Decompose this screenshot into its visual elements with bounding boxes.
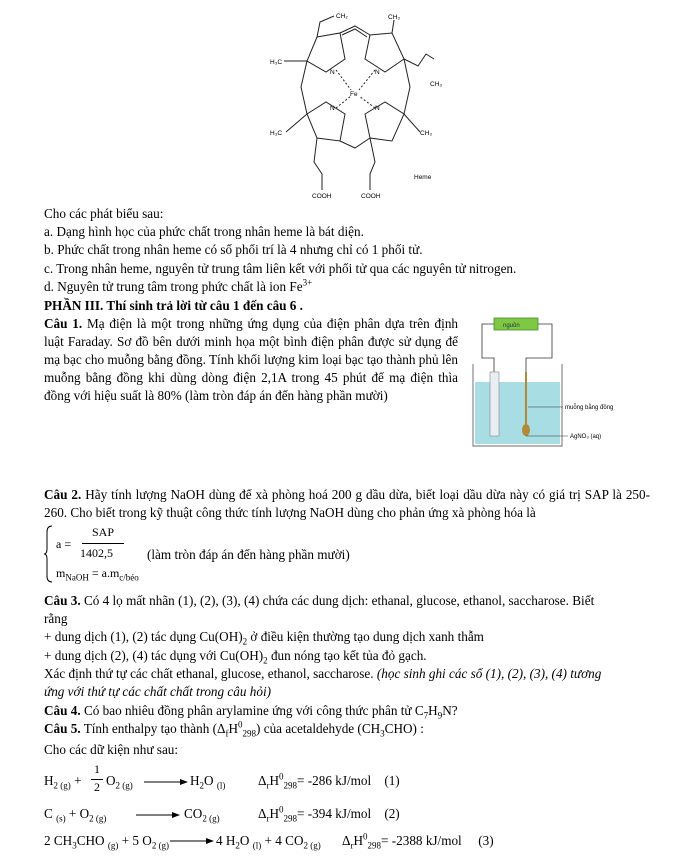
formula-brace [44, 524, 54, 584]
fe-charge: 3+ [302, 277, 313, 288]
heme-h3c-label-lower: H₃C [270, 130, 283, 137]
spoon-label: muỗng bằng đồng [565, 405, 614, 411]
reaction-2-enthalpy: $\Delta_rH^0_{298}= -394$ kJ/mol (2) [258, 804, 400, 824]
c-subscript: 7 [423, 710, 429, 721]
reaction-1-number: (1) [384, 773, 400, 788]
heme-h3c-label-left: H₃C [270, 59, 283, 66]
statement-c: c. Trong nhân heme, nguyên tử trung tâm liên kết với phối tử qua các nguyên tử nitrogen. [44, 261, 517, 276]
formula-a: a = [56, 537, 72, 551]
question-3-line2: rằng [44, 611, 68, 626]
heme-ch2-label: CH₂ [336, 13, 348, 20]
reaction-2-number: (2) [384, 806, 400, 821]
question-3-label: Câu 3. [44, 593, 81, 608]
heme-cooh-label-left: COOH [312, 193, 332, 200]
heme-n-label-3: N [330, 105, 335, 112]
question-5 [44, 720, 424, 737]
h-symbol: H [428, 703, 438, 718]
m-subscript: NaOH [65, 572, 89, 583]
question-5-text-b: ) của acetaldehyde (CH [256, 721, 381, 736]
bullet1-b: ở điều kiện thường tạo dung dịch xanh thẫm [247, 629, 484, 644]
reaction-3-number: (3) [478, 833, 494, 848]
pyrrole-ring-top-right [365, 33, 404, 72]
enthalpy-symbol: $\Delta_fH^0_{298}$ [217, 719, 257, 739]
question-5-text-a: Tính enthalpy tạo thành ( [83, 721, 218, 736]
formula-numerator: SAP [91, 525, 114, 539]
question-1-text: Mạ điện là một trong những ứng dụng của điện phân dựa trên định luật Faraday. Sơ đồ bên dưới minh họa một bình điện phân được sử dụng để mạ bạc cho muỗng bằng đồng. Tính khối lượng kim loại bạc tạo thành phủ lên muỗng bằng đồng khi dùng dòng điện 2,1A trong 45 phút để mạ điện thìa đồng với hiệu suất là 80% (làm tròn đáp án đến hàng phần mười) [44, 316, 459, 403]
reaction-2-product: $CO_{2 (g)}$ [184, 806, 220, 824]
sap-formula [44, 524, 444, 586]
reaction-3-enthalpy: $\Delta_rH^0_{298}= -2388$ kJ/mol (3) [342, 831, 494, 851]
solution-label: AgNO₃ (aq) [570, 434, 602, 440]
reaction-3-value: = -2388 kJ/mol [381, 833, 462, 848]
heme-ch3-label-right: CH₃ [430, 81, 443, 88]
reaction-2-value: = -394 kJ/mol [297, 806, 372, 821]
power-source-label: nguồn [503, 323, 520, 329]
question-5-given: Cho các dữ kiện như sau: [44, 742, 179, 757]
reaction-2-equation: C $_{(s)} + O_{2 (g)}$ [44, 806, 107, 824]
statements-intro: Cho các phát biểu sau: [44, 206, 164, 221]
question-3-task-italic-2: ứng với thứ tự các chất chất trong câu hỏi) [44, 684, 271, 699]
m-rhs-subscript: c/béo [119, 572, 139, 583]
heme-n-label-1: N [330, 69, 335, 76]
pyrrole-ring-bottom-right [365, 102, 404, 141]
m-symbol: m [56, 566, 66, 580]
question-3-task [44, 665, 601, 682]
question-4-label: Câu 4. [44, 703, 81, 718]
heme-fe-label: Fe [350, 91, 358, 98]
question-5-text-c: CHO) : [384, 721, 424, 736]
reaction-1-value: = -286 kJ/mol [297, 773, 372, 788]
task-italic-1: (học sinh ghi các số (1), (2), (3), (4) tương [376, 666, 602, 681]
reaction-3-equation: 2 $CH_3CHO$ $_{(g)}$ + 5 $O_{2 (g)}$ [44, 833, 170, 851]
task-text: Xác định thứ tự các chất ethanal, glucose, ethanol, saccharose. [44, 666, 377, 681]
question-1 [44, 315, 458, 405]
reaction-3-arrow [170, 836, 214, 846]
heme-n-label-2: N [375, 69, 380, 76]
heme-ch3-label-top: CH₃ [388, 14, 401, 21]
ch3-subscript: 3 [380, 728, 385, 739]
heme-structure [262, 4, 462, 206]
pyrrole-ring-top-left [307, 33, 345, 72]
reaction-3-products: 4 $H_2O$ $_{(l)}$ + 4 $CO_{2 (g)}$ [216, 833, 321, 851]
heme-ch3-label-lower: CH₃ [420, 130, 433, 137]
statement-b: b. Phức chất trong nhân heme có số phối trí là 4 nhưng chỉ có 1 phối tử. [44, 242, 423, 257]
formula-note: (làm tròn đáp án đến hàng phần mười) [147, 547, 350, 562]
question-4-text: Có bao nhiêu đồng phân arylamine ứng với công thức phân tử C [83, 703, 424, 718]
bullet1-sub: 2 [242, 636, 248, 647]
heme-name-label: Heme [414, 174, 432, 181]
fraction-bar [82, 543, 124, 544]
question-5-label: Câu 5. [44, 721, 81, 736]
question-2-text: Hãy tính lượng NaOH dùng để xà phòng hoá 200 g dầu dừa, biết loại dầu dừa này có giá trị SAP là 250-260. Cho biết trong kỹ thuật công thức tính lượng NaOH dùng cho phản ứng xà phòng hóa là [44, 487, 651, 520]
question-3-line1 [44, 592, 594, 609]
question-3-text: Có 4 lọ mất nhãn (1), (2), (3), (4) chứa các dung dịch: ethanal, glucose, ethanol, saccharose. Biết [83, 593, 595, 608]
bullet2-b: đun nóng tạo kết tủa đỏ gạch. [267, 648, 427, 663]
question-4 [44, 702, 458, 719]
formula-denominator: 1402,5 [80, 546, 113, 560]
pyrrole-ring-bottom-left [307, 102, 345, 141]
reaction-2-arrow [136, 810, 180, 820]
spoon-bowl [522, 424, 530, 436]
question-2 [44, 486, 650, 522]
n-symbol: N? [442, 703, 458, 718]
heme-n-label-4: N [375, 105, 380, 112]
question-1-label: Câu 1. [44, 316, 83, 331]
heme-cooh-label-right: COOH [361, 193, 381, 200]
bullet1-a: + dung dịch (1), (2) tác dụng Cu(OH) [44, 629, 243, 644]
part3-heading: PHẦN III. Thí sinh trả lời từ câu 1 đến câu 6 . [44, 298, 303, 313]
bullet2-a: + dung dịch (2), (4) tác dụng với Cu(OH) [44, 648, 264, 663]
silver-electrode [490, 372, 499, 436]
electroplating-figure [470, 312, 660, 452]
question-3-bullet1 [44, 628, 484, 645]
solution [475, 382, 560, 444]
question-2-label: Câu 2. [44, 487, 82, 502]
h-subscript: 9 [437, 710, 443, 721]
reaction-1-enthalpy: $\Delta_rH^0_{298}= -286$ kJ/mol (1) [258, 771, 400, 791]
statement-a: a. Dạng hình học của phức chất trong nhân heme là bát diện. [44, 224, 364, 239]
statement-d [44, 278, 312, 295]
bullet2-sub: 2 [263, 655, 268, 666]
statement-d-text: d. Nguyên tử trung tâm trong phức chất là ion Fe [44, 279, 303, 294]
m-rhs: = a.m [91, 566, 120, 580]
formula-m [56, 566, 139, 581]
question-3-bullet2 [44, 647, 427, 664]
